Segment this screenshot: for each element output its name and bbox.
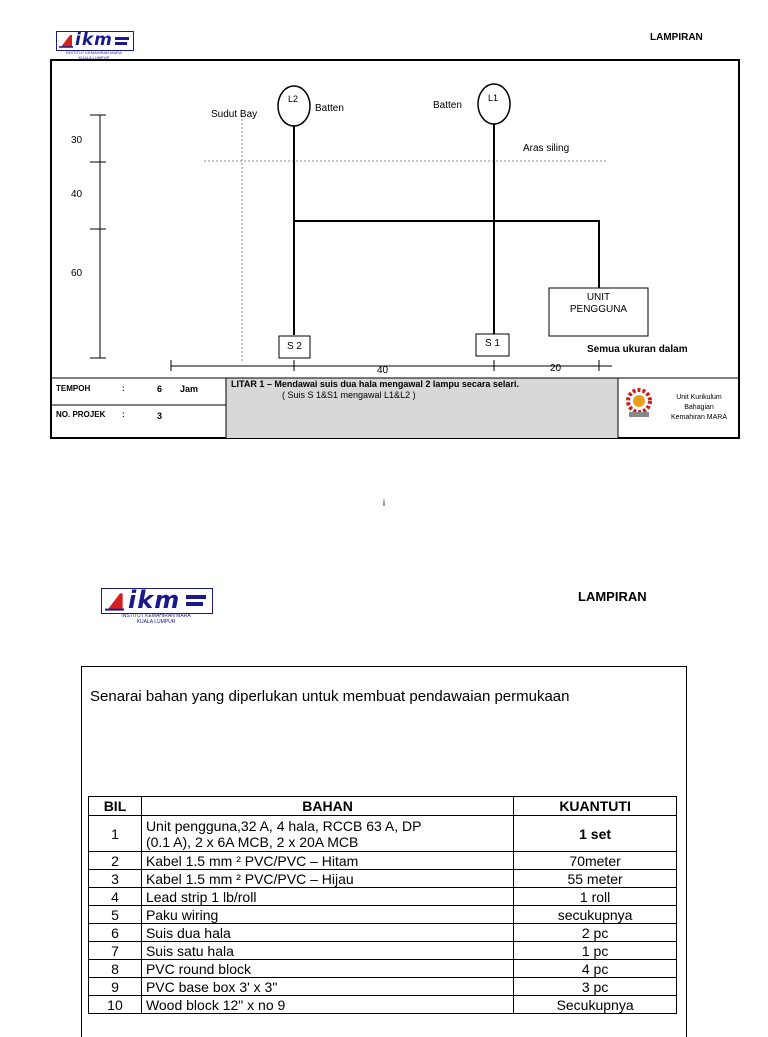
cell-kuantiti: 2 pc [514,924,677,942]
cell-kuantiti: 4 pc [514,960,677,978]
cell-bil: 6 [89,924,142,942]
lampiran-label: LAMPIRAN [578,589,647,604]
table-row [89,816,677,852]
cell-bil: 5 [89,906,142,924]
table-row [89,996,677,1014]
tempoh-unit: Jam [180,384,199,394]
projek-label: NO. PROJEK [56,410,106,419]
table-row [89,852,677,870]
lampiran-label: LAMPIRAN [650,32,703,43]
lamp-l2 [278,86,310,126]
projek-colon: : [122,410,125,419]
dim-40-vertical-label: 40 [71,189,83,200]
cell-bahan: PVC base box 3' x 3" [141,978,513,996]
cell-bil: 1 [89,816,142,852]
tempoh-value: 6 [157,384,163,394]
header-bil: BIL [89,797,142,816]
measurement-note: Semua ukuran dalam [587,344,688,355]
switch-s2-label: S 2 [286,341,302,352]
cell-bahan: Paku wiring [141,906,513,924]
unit-pengguna-label: UNIT PENGGUNA [569,292,628,315]
lamp-l2-label: L2 [288,94,299,104]
cell-kuantiti: 1 set [514,816,677,852]
cell-bil: 8 [89,960,142,978]
cell-kuantiti: 55 meter [514,870,677,888]
ikm-logo-text: ikm [75,30,113,50]
litar-title: LITAR 1 – Mendawai suis dua hala mengawal 2 lampu secara selari. [231,379,519,389]
cell-kuantiti: 1 pc [514,942,677,960]
cell-bahan: PVC round block [141,960,513,978]
wire-to-unit [294,221,599,288]
dim-30-label: 30 [71,135,83,146]
table-row [89,888,677,906]
ikm-logo-swoosh [186,595,206,599]
material-table [88,796,677,1014]
cell-bil: 9 [89,978,142,996]
batten-left-label: Batten [315,103,344,114]
switch-s1-label: S 1 [484,338,500,349]
header-bahan: BAHAN [141,797,513,816]
cell-bahan: Wood block 12" x no 9 [141,996,513,1014]
cell-kuantiti: Secukupnya [514,996,677,1014]
cell-bahan: Kabel 1.5 mm ² PVC/PVC – Hijau [141,870,513,888]
mara-emblem-icon [622,386,656,420]
cell-kuantiti: secukupnya [514,906,677,924]
ikm-logo-swoosh [186,602,203,606]
table-row [89,942,677,960]
tempoh-colon: : [122,384,125,393]
cell-bahan: Suis dua hala [141,924,513,942]
tempoh-label: TEMPOH [56,384,91,393]
cell-bil: 10 [89,996,142,1014]
dim-60-label: 60 [71,268,83,279]
cell-bahan: Lead strip 1 lb/roll [141,888,513,906]
ikm-logo-mark-icon [105,592,124,611]
table-row [89,870,677,888]
header-kuantiti: KUANTUTI [514,797,677,816]
sudut-bay-label: Sudut Bay [211,109,258,120]
material-list-intro: Senarai bahan yang diperlukan untuk membuat pendawaian permukaan [90,688,570,705]
cell-kuantiti: 1 roll [514,888,677,906]
ikm-logo [101,588,213,614]
table-row [89,906,677,924]
lamp-l1-label: L1 [488,93,499,103]
cell-bil: 3 [89,870,142,888]
cell-kuantiti: 70meter [514,852,677,870]
page-number: i [383,498,385,508]
dim-40-horizontal-label: 40 [377,365,389,376]
cell-bil: 4 [89,888,142,906]
ikm-logo-text: ikm [128,586,181,614]
aras-siling-label: Aras siling [523,143,570,154]
unit-kurikulum-label: Unit Kurikulum Bahagian Kemahiran MARA [670,394,728,421]
lamp-l1 [478,84,510,124]
table-row [89,978,677,996]
table-row [89,960,677,978]
cell-bahan: Kabel 1.5 mm ² PVC/PVC – Hitam [141,852,513,870]
cell-bahan: Suis satu hala [141,942,513,960]
cell-kuantiti: 3 pc [514,978,677,996]
ikm-logo-subtitle: INSTITUT KEMAHIRAN MARA KUALA LUMPUR [66,50,122,60]
projek-value: 3 [157,411,163,421]
cell-bahan: Unit pengguna,32 A, 4 hala, RCCB 63 A, DP (0.1 A), 2 x 6A MCB, 2 x 20A MCB [141,816,513,852]
dim-20-horizontal-label: 20 [550,363,562,374]
cell-bil: 7 [89,942,142,960]
litar-subtitle: ( Suis S 1&S1 mengawal L1&L2 ) [282,390,416,400]
table-row [89,924,677,942]
ikm-logo-subtitle: INSTITUT KEMAHIRAN MARA KUALA LUMPUR [121,613,191,625]
batten-right-label: Batten [433,100,462,111]
cell-bil: 2 [89,852,142,870]
